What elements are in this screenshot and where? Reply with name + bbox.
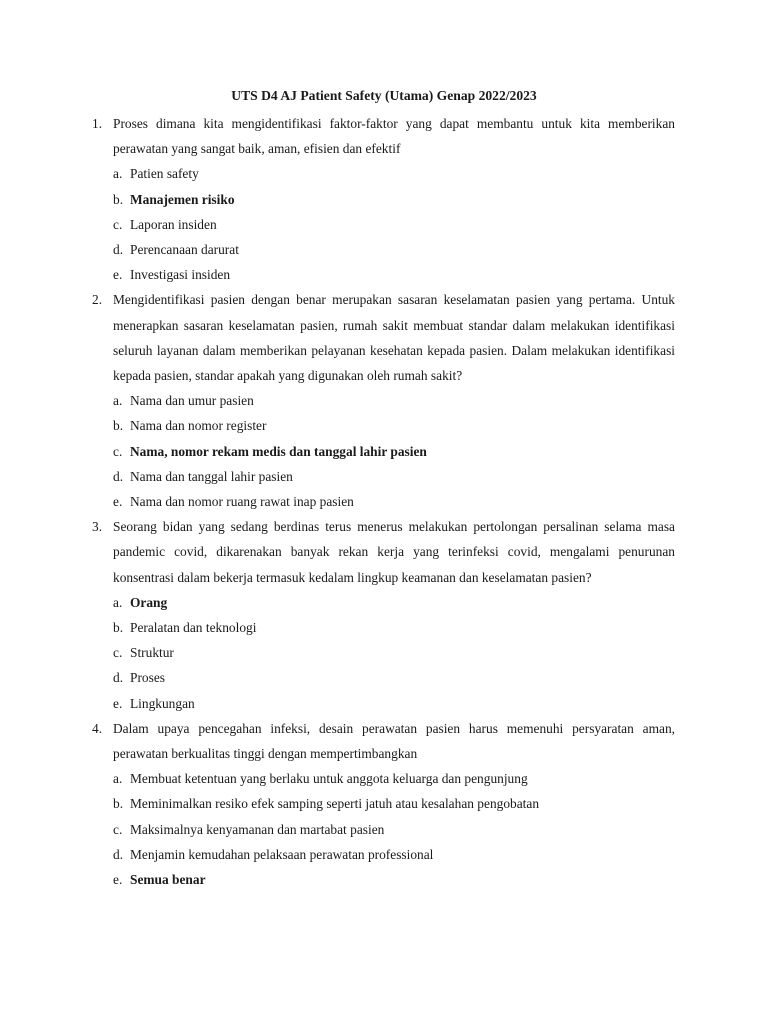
option-e-correct <box>92 867 675 892</box>
option-letter: c. <box>113 216 123 232</box>
option-d <box>92 237 675 262</box>
option-c-correct <box>92 439 675 464</box>
option-letter: d. <box>113 468 124 484</box>
option-b <box>92 413 675 438</box>
question-stem <box>92 716 675 766</box>
option-d <box>92 842 675 867</box>
option-a <box>92 766 675 791</box>
document-title: UTS D4 AJ Patient Safety (Utama) Genap 2022/2023 <box>231 88 537 103</box>
option-text: Nama dan nomor register <box>130 418 267 434</box>
question-stem <box>92 111 675 161</box>
question-text: Dalam upaya pencegahan infeksi, desain perawatan pasien harus memenuhi persyaratan aman, perawatan berkualitas tinggi dengan mempertimbangkan <box>113 720 675 762</box>
option-a-correct <box>92 590 675 615</box>
option-letter: e. <box>113 695 123 711</box>
question-number: 3. <box>92 519 103 535</box>
option-b <box>92 791 675 816</box>
question-stem <box>92 514 675 590</box>
option-list <box>92 590 675 716</box>
question-number: 2. <box>92 292 103 308</box>
option-letter: b. <box>113 796 124 812</box>
question-list <box>92 111 675 892</box>
option-text: Peralatan dan teknologi <box>130 620 257 636</box>
question-number: 4. <box>92 720 103 736</box>
option-letter: a. <box>113 594 123 610</box>
option-text: Nama dan umur pasien <box>130 393 254 409</box>
option-letter: d. <box>113 670 124 686</box>
option-letter: d. <box>113 846 124 862</box>
option-text: Patien safety <box>130 166 199 182</box>
question-stem <box>92 287 675 388</box>
option-letter: e. <box>113 494 123 510</box>
option-letter: a. <box>113 166 123 182</box>
option-list <box>92 766 675 892</box>
question-text: Proses dimana kita mengidentifikasi faktor-faktor yang dapat membantu untuk kita memberikan perawatan yang sangat baik, aman, efisien dan efektif <box>113 116 675 157</box>
option-e <box>92 489 675 514</box>
option-c <box>92 212 675 237</box>
option-letter: c. <box>113 821 123 837</box>
option-text-answer: Manajemen risiko <box>130 191 235 207</box>
option-text: Investigasi insiden <box>130 267 231 283</box>
option-text: Nama dan nomor ruang rawat inap pasien <box>130 494 354 510</box>
option-text: Proses <box>130 670 165 686</box>
option-text: Meminimalkan resiko efek samping seperti jatuh atau kesalahan pengobatan <box>130 796 540 812</box>
option-letter: b. <box>113 620 124 636</box>
option-text: Laporan insiden <box>130 216 217 232</box>
question-text: Seorang bidan yang sedang berdinas terus menerus melakukan pertolongan persalinan selama masa pandemic covid, dikarenakan banyak rekan kerja yang terinfeksi covid, mengalami penurunan konsentrasi dalam bekerja termasuk kedalam lingkup keamanan dan keselamatan pasien? <box>113 519 675 585</box>
option-b-correct <box>92 187 675 212</box>
option-e <box>92 262 675 287</box>
option-b <box>92 615 675 640</box>
option-letter: c. <box>113 645 123 661</box>
option-text-answer: Nama, nomor rekam medis dan tanggal lahir pasien <box>130 443 427 459</box>
option-a <box>92 388 675 413</box>
option-letter: e. <box>113 872 123 888</box>
option-list <box>92 161 675 287</box>
option-c <box>92 640 675 665</box>
option-letter: a. <box>113 771 123 787</box>
option-text: Struktur <box>130 645 174 661</box>
option-letter: c. <box>113 443 123 459</box>
option-text: Nama dan tanggal lahir pasien <box>130 468 293 484</box>
option-letter: b. <box>113 418 124 434</box>
option-text-answer: Semua benar <box>130 872 206 888</box>
option-d <box>92 464 675 489</box>
option-text: Maksimalnya kenyamanan dan martabat pasien <box>130 821 385 837</box>
option-text: Lingkungan <box>130 695 195 711</box>
option-letter: d. <box>113 242 124 258</box>
option-letter: a. <box>113 393 123 409</box>
question-2 <box>92 287 675 514</box>
question-number: 1. <box>92 116 103 131</box>
option-e <box>92 691 675 716</box>
option-list <box>92 388 675 514</box>
option-text-answer: Orang <box>130 594 168 610</box>
option-letter: e. <box>113 267 123 283</box>
option-c <box>92 817 675 842</box>
option-a <box>92 161 675 186</box>
option-text: Perencanaan darurat <box>130 242 239 258</box>
question-1 <box>92 111 675 287</box>
option-letter: b. <box>113 191 124 207</box>
question-4 <box>92 716 675 892</box>
option-text: Menjamin kemudahan pelaksaan perawatan professional <box>130 846 434 862</box>
option-d <box>92 665 675 690</box>
question-3 <box>92 514 675 716</box>
option-text: Membuat ketentuan yang berlaku untuk anggota keluarga dan pengunjung <box>130 771 528 787</box>
question-text: Mengidentifikasi pasien dengan benar merupakan sasaran keselamatan pasien yang pertama. Untuk menerapkan sasaran keselamatan pasien, rumah sakit membuat standar dalam melakukan identifikasi seluruh layanan dalam memberikan pelayanan kesehatan kepada pasien. Dalam melakukan identifikasi kepada pasien, standar apakah yang digunakan oleh rumah sakit? <box>113 292 675 384</box>
